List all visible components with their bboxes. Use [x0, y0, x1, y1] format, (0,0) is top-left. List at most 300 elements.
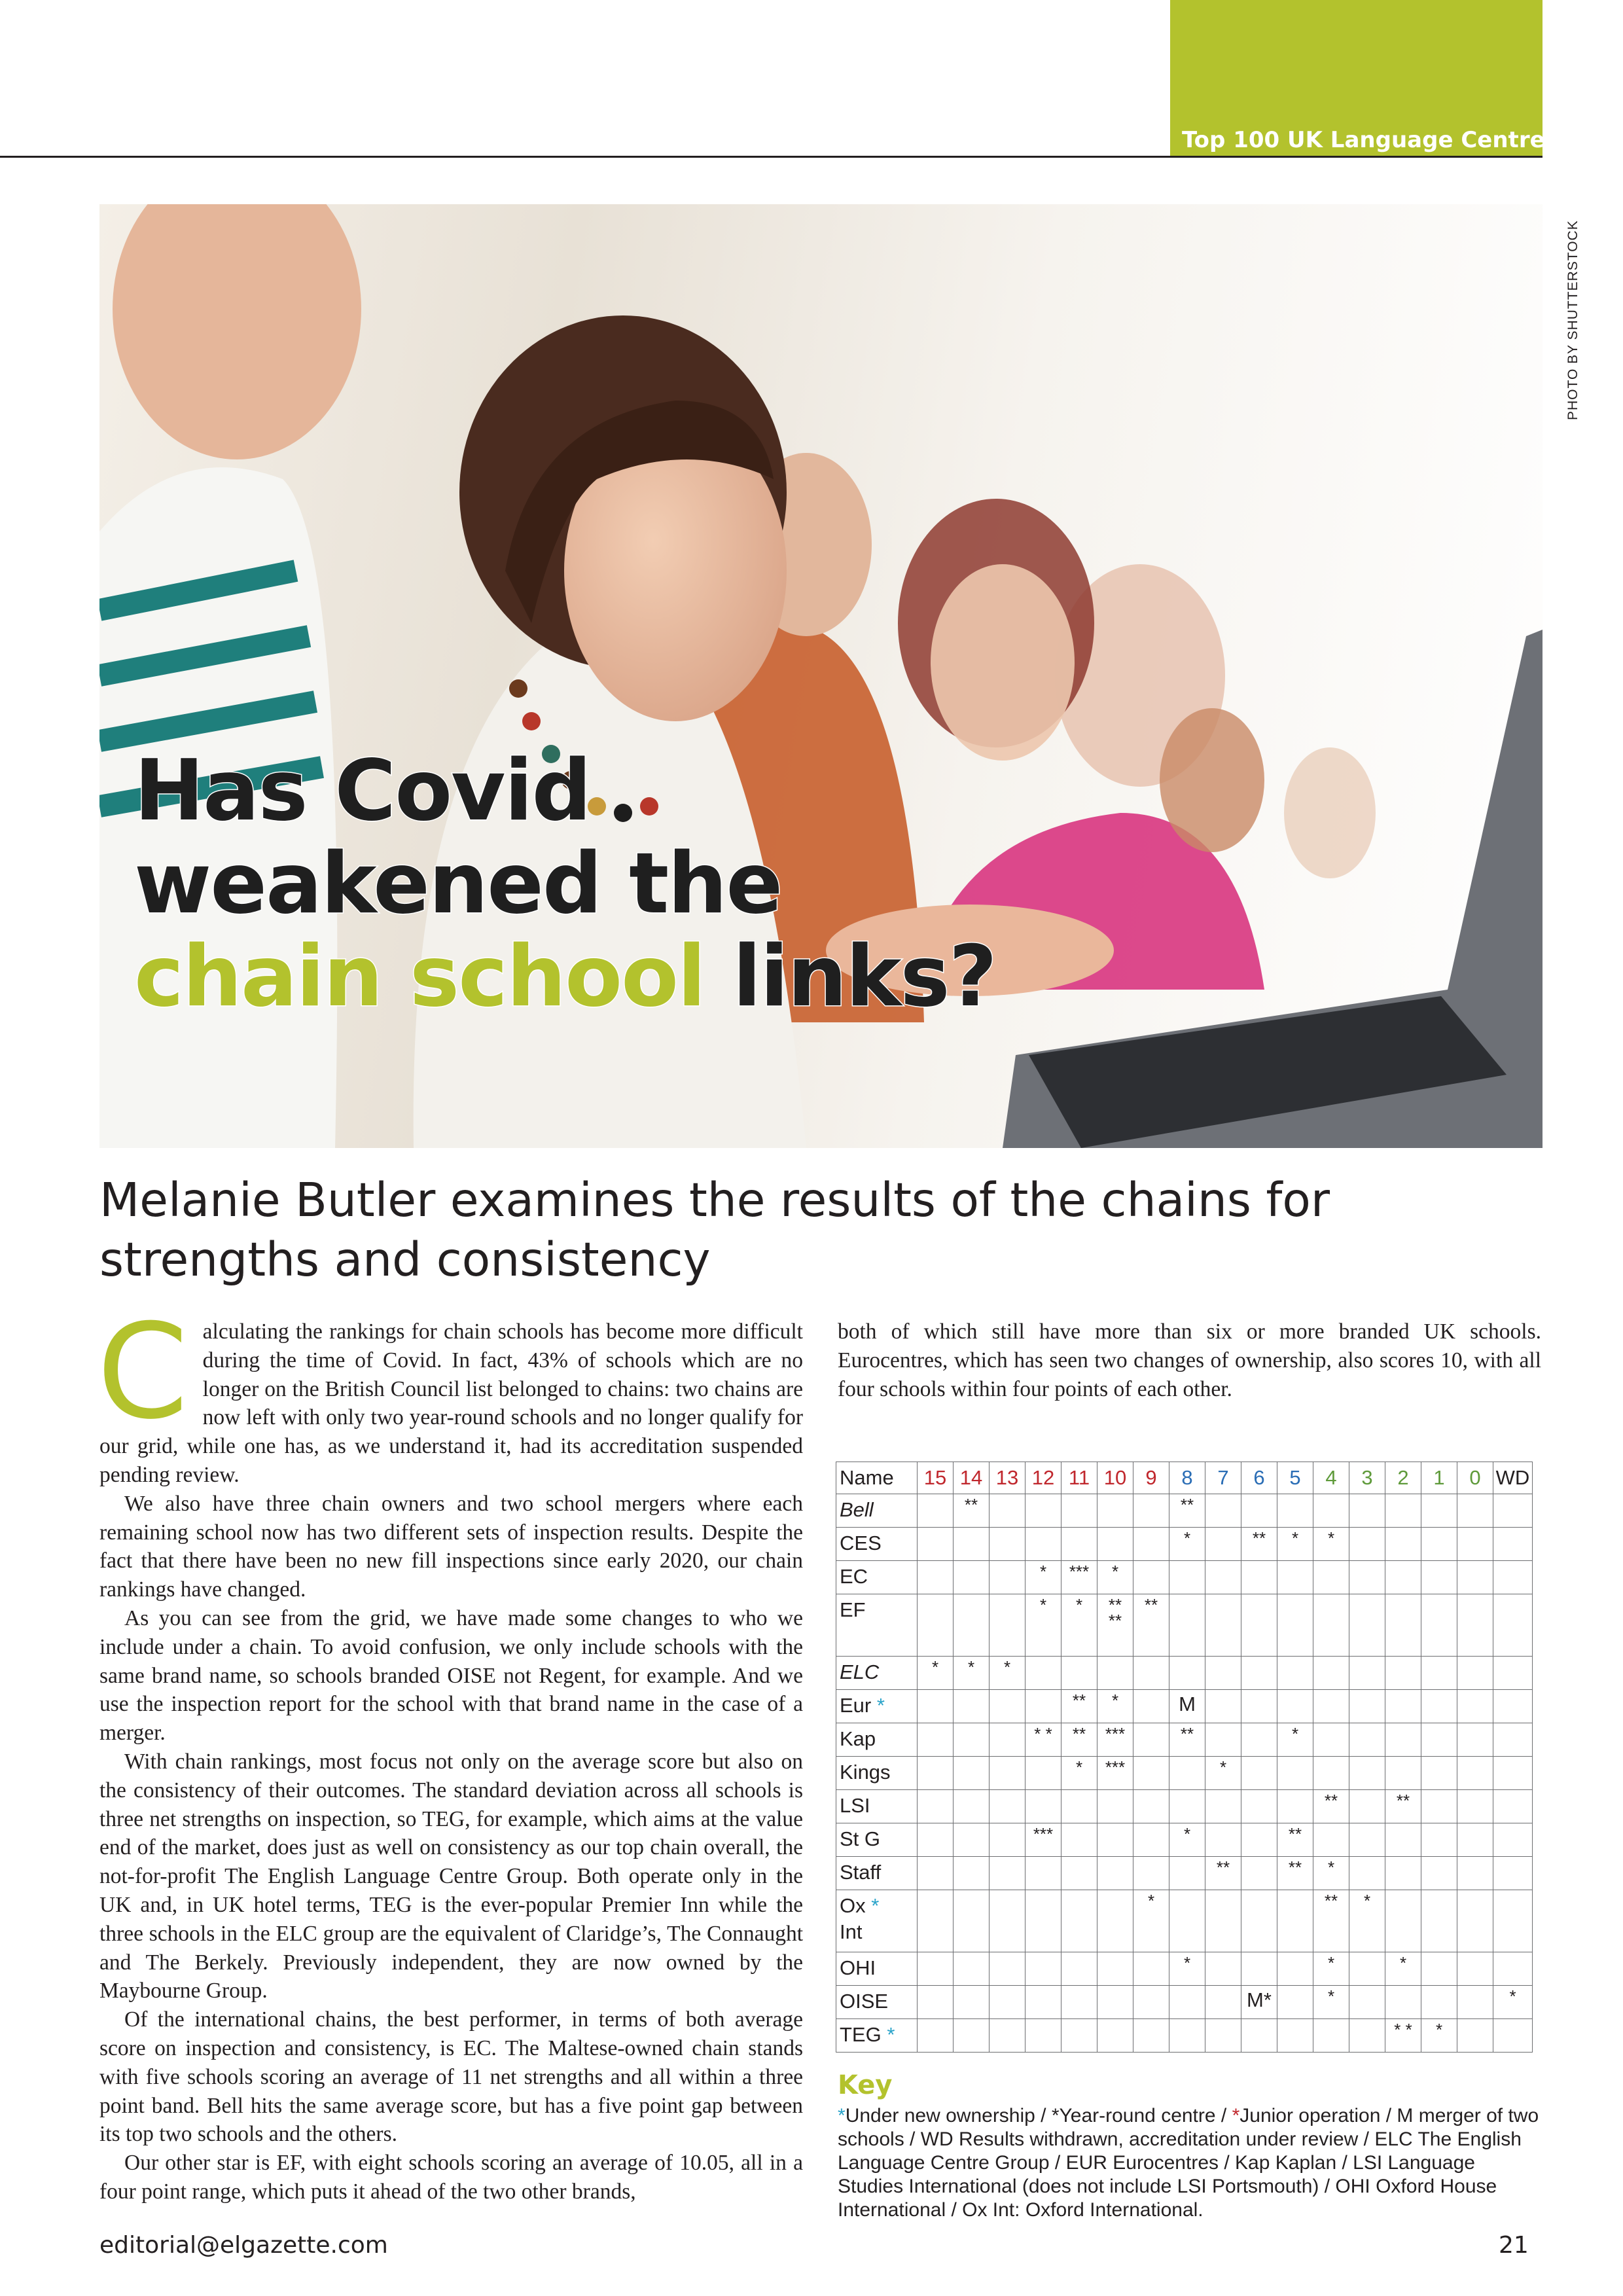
grid-cell	[1097, 1890, 1133, 1952]
body-paragraph-5: Of the international chains, the best performer, in terms of both average score on inspection and consistency, is EC. The Maltese-owned chain stands with five schools scoring an average of 11 net strengths and all within a three point band. Bell hits the same average score, but has a five point gap between its top two schools and the others.	[99, 2007, 803, 2147]
grid-cell	[1349, 1528, 1385, 1561]
grid-cell	[1205, 1657, 1241, 1690]
grid-cell	[1205, 1890, 1241, 1952]
grid-cell	[1493, 1690, 1533, 1723]
grid-cell	[1385, 1528, 1421, 1561]
grid-cell	[1277, 1690, 1313, 1723]
grid-cell: *	[1493, 1986, 1533, 2019]
header-rule	[0, 156, 1543, 158]
grid-cell	[1133, 1823, 1169, 1857]
grid-cell	[1457, 1952, 1493, 1986]
grid-cell	[1241, 1494, 1277, 1528]
grid-row	[836, 1890, 1533, 1952]
grid-cell	[1277, 1494, 1313, 1528]
grid-cell	[954, 1790, 990, 1823]
grid-cell	[1457, 1657, 1493, 1690]
grid-cell	[1241, 1952, 1277, 1986]
grid-cell	[990, 1561, 1026, 1594]
grid-header-score: 4	[1313, 1462, 1349, 1494]
grid-cell	[1026, 1790, 1061, 1823]
grid-cell	[918, 1494, 954, 1528]
grid-header-score: 3	[1349, 1462, 1385, 1494]
grid-header-score: 13	[990, 1462, 1026, 1494]
grid-row	[836, 1823, 1533, 1857]
footer-email: editorial@elgazette.com	[99, 2232, 388, 2259]
grid-cell	[990, 1857, 1026, 1890]
grid-cell	[1385, 1723, 1421, 1757]
grid-cell	[1313, 1823, 1349, 1857]
grid-cell	[1169, 1790, 1205, 1823]
grid-row	[836, 1690, 1533, 1723]
grid-cell	[954, 1890, 990, 1952]
grid-cell	[918, 1723, 954, 1757]
grid-cell	[1493, 1594, 1533, 1657]
grid-row	[836, 1986, 1533, 2019]
grid-cell	[1313, 2019, 1349, 2053]
grid-header-score: 14	[954, 1462, 990, 1494]
body-paragraph-2: We also have three chain owners and two school mergers where each remaining school now has two different sets of inspection results. Despite the fact that there have been no new fill inspections since early 2020, our chain rankings have changed.	[99, 1491, 803, 1602]
grid-cell	[1097, 1494, 1133, 1528]
chain-rankings-grid	[836, 1462, 1533, 2053]
grid-cell	[954, 1561, 990, 1594]
grid-cell	[918, 1690, 954, 1723]
grid-cell	[918, 1594, 954, 1657]
grid-cell	[1493, 1823, 1533, 1857]
grid-cell	[1169, 1594, 1205, 1657]
grid-cell	[1457, 1757, 1493, 1790]
grid-cell	[1205, 2019, 1241, 2053]
body-paragraph-7: both of which still have more than six or more branded UK schools. Eurocentres, which has seen two changes of ownership, also scores 10, with all four schools within four points of each other.	[838, 1319, 1541, 1401]
grid-cell	[1241, 1723, 1277, 1757]
grid-cell	[1169, 1561, 1205, 1594]
grid-cell	[1133, 1561, 1169, 1594]
drop-cap: C	[97, 1296, 188, 1448]
grid-cell	[1205, 1528, 1241, 1561]
grid-row-name: ELC	[836, 1657, 918, 1690]
grid-cell	[1493, 1790, 1533, 1823]
grid-cell	[1061, 1790, 1097, 1823]
grid-cell	[1026, 1986, 1061, 2019]
grid-row-name: LSI	[836, 1790, 918, 1823]
grid-header-score: 6	[1241, 1462, 1277, 1494]
grid-cell	[1061, 1857, 1097, 1890]
grid-cell	[1349, 1857, 1385, 1890]
grid-cell: ** **	[1097, 1594, 1133, 1657]
grid-cell	[1421, 1952, 1457, 1986]
grid-cell	[1385, 1594, 1421, 1657]
grid-cell	[918, 1528, 954, 1561]
grid-cell	[1097, 1986, 1133, 2019]
grid-cell	[954, 1690, 990, 1723]
grid-cell	[1349, 1657, 1385, 1690]
grid-cell	[1385, 1890, 1421, 1952]
body-paragraph-3: As you can see from the grid, we have made some changes to who we include under a chain. To avoid confusion, we only include schools with the same brand name, so schools branded OISE not Regent, for example. And we use the inspection report for the school with that brand name in the case of a merger.	[99, 1605, 803, 1746]
section-tab	[1170, 0, 1558, 157]
grid-cell: **	[1241, 1528, 1277, 1561]
grid-cell: *	[1169, 1823, 1205, 1857]
grid-row	[836, 2019, 1533, 2053]
grid-cell	[1493, 1952, 1533, 1986]
grid-cell	[1349, 2019, 1385, 2053]
grid-cell	[1493, 1757, 1533, 1790]
grid-cell	[1349, 1790, 1385, 1823]
key-star-new-owner: *	[838, 2105, 846, 2126]
grid-cell	[1457, 1790, 1493, 1823]
grid-cell	[1097, 1657, 1133, 1690]
grid-cell	[1133, 1757, 1169, 1790]
grid-row	[836, 1528, 1533, 1561]
grid-row	[836, 1594, 1533, 1657]
grid-cell	[1097, 1823, 1133, 1857]
body-column-right	[838, 1318, 1541, 1403]
grid-cell: *	[1205, 1757, 1241, 1790]
new-ownership-mark: *	[876, 1694, 885, 1717]
key-text: *Under new ownership / *Year-round centre / *Junior operation / M merger of two schools / WD Results withdrawn, accreditation under review / ELC The English Language Centre Group / EUR Eurocentres / Kap Kaplan / LSI Language Studies International (does not include LSI Portsmouth) / OHI Oxford House International / Ox Int: Oxford International.	[838, 2105, 1539, 2221]
grid-cell	[1493, 1723, 1533, 1757]
grid-cell	[990, 2019, 1026, 2053]
grid-cell	[1277, 1594, 1313, 1657]
grid-cell	[1421, 1986, 1457, 2019]
grid-cell	[1277, 1952, 1313, 1986]
grid-cell	[1026, 1952, 1061, 1986]
grid-cell	[1493, 1561, 1533, 1594]
grid-cell	[1493, 1857, 1533, 1890]
grid-row	[836, 1657, 1533, 1690]
grid-cell	[1133, 2019, 1169, 2053]
headline-accent: chain school	[134, 928, 705, 1026]
grid-cell	[1061, 1823, 1097, 1857]
grid-cell	[1493, 1528, 1533, 1561]
grid-cell	[1241, 1890, 1277, 1952]
grid-cell	[1349, 1561, 1385, 1594]
grid-cell	[1061, 1890, 1097, 1952]
standfirst: Melanie Butler examines the results of the chains for strengths and consistency	[99, 1173, 1330, 1287]
grid-cell	[1133, 1952, 1169, 1986]
headline-line-2: weakened the	[134, 835, 782, 933]
grid-cell	[1457, 1723, 1493, 1757]
grid-cell	[1313, 1690, 1349, 1723]
grid-cell	[954, 2019, 990, 2053]
grid-cell	[1169, 1757, 1205, 1790]
grid-cell: *	[1097, 1690, 1133, 1723]
grid-cell	[1493, 2019, 1533, 2053]
grid-cell	[1205, 1690, 1241, 1723]
grid-cell	[1385, 1857, 1421, 1890]
grid-cell	[1493, 1657, 1533, 1690]
grid-cell: *	[954, 1657, 990, 1690]
grid-cell	[1421, 1790, 1457, 1823]
grid-cell	[1421, 1723, 1457, 1757]
grid-cell	[1205, 1494, 1241, 1528]
grid-header-score: 8	[1169, 1462, 1205, 1494]
grid-cell	[1097, 1952, 1133, 1986]
grid-cell: ***	[1097, 1723, 1133, 1757]
grid-cell	[1097, 1528, 1133, 1561]
grid-cell	[1385, 1757, 1421, 1790]
grid-row	[836, 1757, 1533, 1790]
grid-cell	[1277, 1561, 1313, 1594]
grid-cell	[1026, 1657, 1061, 1690]
grid-cell	[918, 1890, 954, 1952]
grid-header-score: 1	[1421, 1462, 1457, 1494]
grid-cell	[1421, 1890, 1457, 1952]
grid-cell: *	[1421, 2019, 1457, 2053]
grid-cell	[1421, 1857, 1457, 1890]
grid-cell	[1349, 1952, 1385, 1986]
grid-header-score: 5	[1277, 1462, 1313, 1494]
grid-cell	[1241, 1823, 1277, 1857]
grid-cell: ***	[1026, 1823, 1061, 1857]
grid-cell	[1349, 1594, 1385, 1657]
grid-cell	[954, 1594, 990, 1657]
grid-cell	[1133, 1857, 1169, 1890]
grid-cell	[1457, 1561, 1493, 1594]
grid-cell	[918, 1790, 954, 1823]
grid-cell: *	[1169, 1952, 1205, 1986]
grid-cell	[1385, 1986, 1421, 2019]
grid-cell	[1241, 1657, 1277, 1690]
grid-cell	[1061, 2019, 1097, 2053]
grid-cell	[1097, 2019, 1133, 2053]
grid-cell	[1205, 1823, 1241, 1857]
grid-cell	[1421, 1657, 1457, 1690]
grid-cell	[1313, 1657, 1349, 1690]
grid-cell	[1421, 1690, 1457, 1723]
grid-cell	[990, 1690, 1026, 1723]
grid-row	[836, 1723, 1533, 1757]
grid-cell	[1241, 1857, 1277, 1890]
grid-cell	[1457, 1823, 1493, 1857]
grid-header-score: 11	[1061, 1462, 1097, 1494]
grid-row	[836, 1952, 1533, 1986]
grid-row-name: EC	[836, 1561, 918, 1594]
grid-cell	[1241, 1690, 1277, 1723]
grid-cell	[1457, 1690, 1493, 1723]
grid-cell	[1026, 1528, 1061, 1561]
grid-cell	[990, 1890, 1026, 1952]
grid-cell	[1061, 1952, 1097, 1986]
grid-cell: **	[1277, 1857, 1313, 1890]
grid-row-name: Ox * Int	[836, 1890, 918, 1952]
grid-cell: **	[1133, 1594, 1169, 1657]
grid-cell	[1457, 1594, 1493, 1657]
grid-cell	[1026, 1757, 1061, 1790]
grid-cell	[1133, 1494, 1169, 1528]
grid-cell	[1241, 1594, 1277, 1657]
grid-cell	[1026, 2019, 1061, 2053]
grid-cell	[1205, 1790, 1241, 1823]
grid-cell	[990, 1757, 1026, 1790]
grid-cell: *	[1349, 1890, 1385, 1952]
grid-cell	[1349, 1690, 1385, 1723]
grid-cell	[1277, 1890, 1313, 1952]
grid-cell	[1277, 1790, 1313, 1823]
headline-line-3: links?	[704, 928, 996, 1026]
grid-cell	[1241, 1790, 1277, 1823]
grid-cell	[918, 1561, 954, 1594]
grid-cell	[1349, 1986, 1385, 2019]
grid-cell	[1061, 1986, 1097, 2019]
grid-cell	[918, 1986, 954, 2019]
grid-row-name: Kap	[836, 1723, 918, 1757]
grid-cell	[1457, 1986, 1493, 2019]
grid-cell	[1457, 1857, 1493, 1890]
grid-cell	[1277, 1657, 1313, 1690]
grid-row-name: OHI	[836, 1952, 918, 1986]
grid-cell	[1169, 1857, 1205, 1890]
grid-header-name: Name	[836, 1462, 918, 1494]
headline-line-1: Has Covid	[134, 742, 591, 840]
grid-cell: *	[1061, 1757, 1097, 1790]
grid-cell	[1133, 1723, 1169, 1757]
grid-cell	[1313, 1561, 1349, 1594]
grid-cell: *	[1313, 1528, 1349, 1561]
grid-cell	[1133, 1790, 1169, 1823]
key-star-junior: *	[1232, 2105, 1240, 2126]
grid-cell: *	[918, 1657, 954, 1690]
grid-cell	[990, 1790, 1026, 1823]
grid-cell	[1169, 1657, 1205, 1690]
new-ownership-mark: *	[871, 1894, 880, 1917]
grid-cell: **	[1385, 1790, 1421, 1823]
photo-credit: PHOTO BY SHUTTERSTOCK	[1565, 220, 1580, 420]
grid-cell	[1026, 1857, 1061, 1890]
grid-cell: *	[1385, 1952, 1421, 1986]
body-paragraph-6: Our other star is EF, with eight schools scoring an average of 10.05, all in a four point range, which puts it ahead of the two other brands,	[99, 2151, 803, 2204]
grid-cell	[1385, 1657, 1421, 1690]
grid-cell	[918, 1823, 954, 1857]
grid-header-score: 15	[918, 1462, 954, 1494]
grid-header-score: 2	[1385, 1462, 1421, 1494]
grid-cell	[1313, 1594, 1349, 1657]
grid-cell	[1133, 1690, 1169, 1723]
grid-header-score: WD	[1493, 1462, 1533, 1494]
grid-cell	[1349, 1494, 1385, 1528]
grid-header-score: 7	[1205, 1462, 1241, 1494]
body-paragraph-4: With chain rankings, most focus not only on the average score but also on the consistency of their outcomes. The standard deviation across all schools is three net strengths on inspection, so TEG, for example, which aims at the value end of the market, does just as well on consistency as our top chain overall, the not-for-profit The English Language Centre Group. Both operate only in the UK and, in UK hotel terms, TEG is the ever-popular Premier Inn while the three schools in the ELC group are the equivalent of Claridge’s, The Connaught and The Berkely. Previously independent, they are now owned by the Maybourne Group.	[99, 1749, 803, 2003]
grid-cell	[1241, 1561, 1277, 1594]
grid-cell	[1493, 1890, 1533, 1952]
grid-cell: **	[1205, 1857, 1241, 1890]
grid-header-row	[836, 1462, 1533, 1494]
grid-cell	[1349, 1757, 1385, 1790]
grid-cell: **	[1061, 1723, 1097, 1757]
grid-cell: ***	[1097, 1757, 1133, 1790]
grid-cell: **	[1169, 1494, 1205, 1528]
grid-cell: *	[1277, 1528, 1313, 1561]
grid-cell: **	[1313, 1790, 1349, 1823]
grid-cell	[918, 1952, 954, 1986]
grid-cell	[1457, 1494, 1493, 1528]
grid-cell	[1421, 1561, 1457, 1594]
grid-cell: M	[1169, 1690, 1205, 1723]
grid-cell: * *	[1026, 1723, 1061, 1757]
grid-cell: ***	[1061, 1561, 1097, 1594]
grid-cell	[1277, 1986, 1313, 2019]
grid-cell	[954, 1986, 990, 2019]
grid-cell	[1313, 1757, 1349, 1790]
grid-cell	[1205, 1723, 1241, 1757]
grid-cell: **	[1061, 1690, 1097, 1723]
grid-cell	[1493, 1494, 1533, 1528]
grid-header-score: 10	[1097, 1462, 1133, 1494]
grid-cell	[1385, 1690, 1421, 1723]
grid-cell	[918, 2019, 954, 2053]
grid-cell	[1169, 2019, 1205, 2053]
grid-cell	[1457, 2019, 1493, 2053]
grid-cell	[954, 1757, 990, 1790]
grid-cell	[1133, 1528, 1169, 1561]
grid-row	[836, 1494, 1533, 1528]
grid-cell	[1457, 1528, 1493, 1561]
body-column-left	[97, 1296, 803, 2206]
grid-cell	[1205, 1952, 1241, 1986]
headline	[134, 742, 996, 1026]
grid-row	[836, 1790, 1533, 1823]
grid-cell	[1026, 1690, 1061, 1723]
grid-cell	[954, 1857, 990, 1890]
grid-cell: *	[1133, 1890, 1169, 1952]
grid-cell	[1385, 1561, 1421, 1594]
grid-cell	[1277, 2019, 1313, 2053]
grid-cell	[990, 1986, 1026, 2019]
grid-cell	[1061, 1528, 1097, 1561]
grid-cell	[990, 1723, 1026, 1757]
new-ownership-mark: *	[887, 2023, 895, 2046]
grid-cell: **	[1169, 1723, 1205, 1757]
grid-cell	[990, 1528, 1026, 1561]
grid-cell	[1349, 1823, 1385, 1857]
grid-cell: *	[1169, 1528, 1205, 1561]
grid-cell	[1026, 1494, 1061, 1528]
grid-row-name: OISE	[836, 1986, 918, 2019]
grid-cell	[1097, 1790, 1133, 1823]
grid-row-name: Kings	[836, 1757, 918, 1790]
grid-cell	[1421, 1757, 1457, 1790]
grid-cell	[918, 1757, 954, 1790]
grid-cell	[1385, 1823, 1421, 1857]
grid-row-name: Bell	[836, 1494, 918, 1528]
grid-cell	[1205, 1986, 1241, 2019]
grid-cell: **	[1313, 1890, 1349, 1952]
grid-cell: M*	[1241, 1986, 1277, 2019]
grid-cell	[1241, 1757, 1277, 1790]
grid-cell	[1421, 1823, 1457, 1857]
grid-cell	[1169, 1986, 1205, 2019]
grid-cell	[1133, 1657, 1169, 1690]
grid-cell	[1313, 1723, 1349, 1757]
grid-row-name: Eur *	[836, 1690, 918, 1723]
grid-cell: *	[1097, 1561, 1133, 1594]
grid-cell: *	[990, 1657, 1026, 1690]
grid-header-score: 9	[1133, 1462, 1169, 1494]
grid-row-name: TEG *	[836, 2019, 918, 2053]
grid-cell: * *	[1385, 2019, 1421, 2053]
grid-row-name: EF	[836, 1594, 918, 1657]
grid-cell	[1349, 1723, 1385, 1757]
grid-cell	[1277, 1757, 1313, 1790]
grid-cell	[1205, 1594, 1241, 1657]
grid-cell: *	[1313, 1986, 1349, 2019]
grid-row-name: St G	[836, 1823, 918, 1857]
grid-cell	[1385, 1494, 1421, 1528]
grid-cell	[1061, 1494, 1097, 1528]
grid-cell	[954, 1528, 990, 1561]
grid-cell: *	[1026, 1594, 1061, 1657]
grid-cell	[1061, 1657, 1097, 1690]
grid-cell	[1133, 1986, 1169, 2019]
grid-cell: *	[1026, 1561, 1061, 1594]
